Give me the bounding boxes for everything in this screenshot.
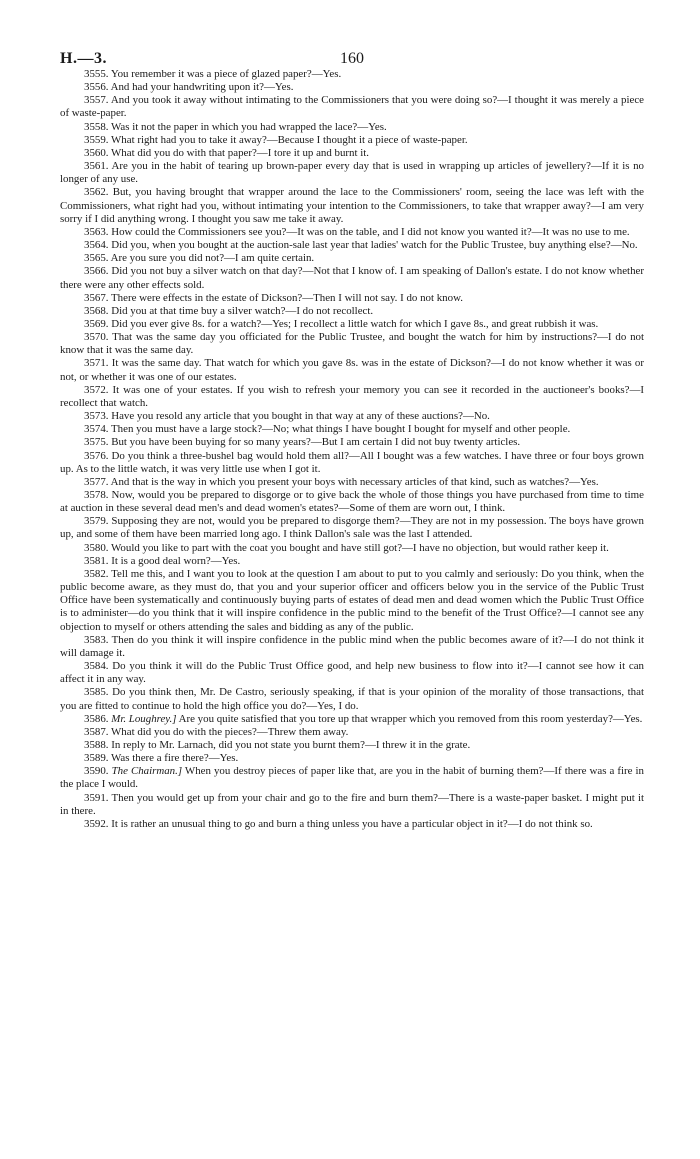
speaker-name: Mr. Loughrey.]	[111, 712, 177, 725]
question-paragraph: 3555. You remember it was a piece of glazed paper?—Yes.	[84, 68, 342, 80]
question-paragraph: 3564. Did you, when you bought at the auction-sale last year that ladies' watch for the Public Trustee, buy anything else?—No.	[84, 239, 638, 252]
question-paragraph: 3581. It is a good deal worn?—Yes.	[84, 554, 241, 567]
question-paragraph: 3573. Have you resold any article that you bought in that way at any of these auctions?—No.	[84, 410, 490, 423]
question-paragraph: 3568. Did you at that time buy a silver watch?—I do not recollect.	[84, 304, 374, 317]
page-number: 160	[340, 50, 364, 67]
question-paragraph: 3589. Was there a fire there?—Yes.	[84, 752, 239, 765]
question-paragraph: 3592. It is rather an unusual thing to go and burn a thing unless you have a particular object in it?—I do not think so.	[84, 817, 593, 830]
question-paragraph	[60, 713, 644, 726]
question-paragraph: 3587. What did you do with the pieces?—Threw them away.	[84, 725, 349, 738]
question-number: 3590.	[84, 765, 109, 778]
question-number: 3586.	[84, 712, 109, 725]
question-paragraph: 3567. There were effects in the estate of Dickson?—Then I will not say. I do not know.	[84, 291, 463, 304]
question-paragraph: 3562. But, you having brought that wrapper around the lace to the Commissioners' room, seeing the lace was left with the Commissioners, what right had you, without intimating your intention to the Commissioners, to take that wrapper away?—I am very sorry if I did anything wrong. I thought you saw me take it away.	[60, 186, 644, 225]
transcript-body	[60, 68, 644, 831]
question-paragraph: 3577. And that is the way in which you present your boys with necessary articles of that kind, such as watches?—Yes.	[84, 475, 599, 488]
question-paragraph: 3558. Was it not the paper in which you had wrapped the lace?—Yes.	[84, 120, 387, 133]
question-paragraph: 3556. And had your handwriting upon it?—Yes.	[84, 81, 294, 94]
question-paragraph: 3585. Do you think then, Mr. De Castro, seriously speaking, if that is your opinion of the morality of those transactions, that you are fitted to continue to hold the high office you do?—Yes, I do.	[60, 686, 644, 712]
question-paragraph: 3561. Are you in the habit of tearing up brown-paper every day that is used in wrapping up articles of jewellery?—If it is no longer of any use.	[60, 160, 644, 186]
page-header	[60, 0, 644, 68]
question-paragraph: 3570. That was the same day you officiated for the Public Trustee, and bought the watch for him by instructions?—I do not know that it was the same day.	[60, 331, 644, 357]
question-paragraph: 3588. In reply to Mr. Larnach, did you not state you burnt them?—I threw it in the grate.	[84, 738, 471, 751]
question-paragraph: 3569. Did you ever give 8s. for a watch?—Yes; I recollect a little watch for which I gave 8s., and great rubbish it was.	[84, 317, 599, 330]
question-paragraph: 3572. It was one of your estates. If you wish to refresh your memory you can see it recorded in the auctioneer's books?—I recollect that watch.	[60, 383, 644, 409]
question-paragraph: 3559. What right had you to take it away?—Because I thought it a piece of waste-paper.	[84, 133, 468, 146]
question-paragraph: 3578. Now, would you be prepared to disgorge or to give back the whole of those things you have purchased from time to time at auction in these several dead men's and dead women's etates?—Some of them are worn out, I think.	[60, 489, 644, 515]
question-text: Are you quite satisfied that you tore up that wrapper which you removed from this room yesterday?—Yes.	[178, 712, 643, 725]
question-paragraph: 3580. Would you like to part with the coat you bought and have still got?—I have no objection, but would rather keep it.	[84, 541, 609, 554]
question-paragraph: 3566. Did you not buy a silver watch on that day?—Not that I know of. I am speaking of Dallon's estate. I do not know whether there were any other effects sold.	[60, 265, 644, 291]
speaker-name: The Chairman.]	[111, 765, 183, 778]
question-paragraph: 3582. Tell me this, and I want you to look at the question I am about to put to you calmly and seriously: Do you think, when the public become aware, as they must do, that you and your superior officer and officers below you in the service of the Public Trust Office have been systematically and continuously buying parts of estates of dead men and dead women which the Public Trust Office is to administer—do you think that it will inspire confidence in the public mind to the benefit of the Trust Office?—I cannot see any objection to myself or others attending the sales and bidding as any of the public.	[60, 567, 644, 633]
question-paragraph: 3560. What did you do with that paper?—I tore it up and burnt it.	[84, 146, 370, 159]
question-paragraph: 3591. Then you would get up from your chair and go to the fire and burn them?—There is a waste-paper basket. I might put it in there.	[60, 791, 644, 817]
question-paragraph: 3584. Do you think it will do the Public Trust Office good, and help new business to flow into it?—I cannot see how it can affect it in any way.	[60, 660, 644, 686]
question-paragraph: 3574. Then you must have a large stock?—No; what things I have bought I bought for myself and other people.	[84, 423, 571, 436]
question-paragraph: 3576. Do you think a three-bushel bag would hold them all?—All I bought was a few watches. I have three or four boys grown up. As to the little watch, it was very little use when I got it.	[60, 449, 644, 475]
question-paragraph: 3575. But you have been buying for so many years?—But I am certain I did not buy twenty articles.	[84, 436, 521, 449]
question-paragraph: 3557. And you took it away without intimating to the Commissioners that you were doing so?—I thought it was merely a piece of waste-paper.	[60, 94, 644, 120]
question-paragraph: 3563. How could the Commissioners see you?—It was on the table, and I did not know you wanted it?—It was no use to me.	[84, 225, 630, 238]
question-text: When you destroy pieces of paper like that, are you in the habit of burning them?—If there was a fire in the place I would.	[60, 765, 644, 791]
question-paragraph: 3583. Then do you think it will inspire confidence in the public mind when the public becomes aware of it?—I do not think it will damage it.	[60, 633, 644, 659]
question-paragraph	[60, 765, 644, 791]
question-paragraph: 3579. Supposing they are not, would you be prepared to disgorge them?—They are not in my possession. The boys have grown up, and some of them have been married long ago. I think Dallon's sale was the last I attended.	[60, 515, 644, 541]
question-paragraph: 3565. Are you sure you did not?—I am quite certain.	[84, 252, 315, 265]
document-reference: H.—3.	[60, 50, 107, 67]
question-paragraph: 3571. It was the same day. That watch for which you gave 8s. was in the estate of Dickson?—I do not know whether it was or not, or whether it was one of our estates.	[60, 357, 644, 383]
